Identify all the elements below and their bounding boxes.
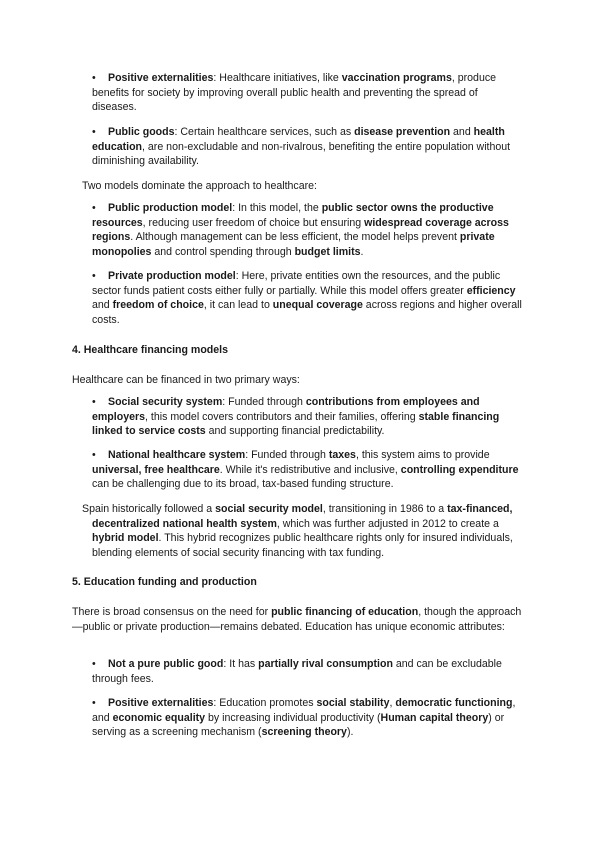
text-run: , transitioning in 1986 to a (322, 503, 448, 515)
text-run: , this system aims to provide (355, 449, 490, 461)
section-5-heading: 5. Education funding and production (72, 576, 257, 588)
bold-phrase: public sector owns the productive resources (92, 202, 494, 229)
bold-phrase: social security model (215, 503, 323, 515)
text-run: , which was further adjusted in 2012 to create a (276, 517, 499, 530)
bullet-public-goods (92, 125, 522, 169)
bullet-dot: • (92, 72, 96, 84)
bullet-text (92, 395, 522, 439)
bold-phrase: Positive externalities (108, 697, 214, 709)
education-intro (72, 605, 522, 634)
bullet-dot: • (92, 270, 96, 282)
text-run: ) or serving as a screening mechanism ( (92, 711, 505, 739)
bold-phrase: unequal coverage (272, 299, 363, 312)
bold-phrase: controlling expenditure (400, 463, 519, 476)
bold-phrase: widespread coverage across regions (92, 216, 509, 244)
text-run: can be challenging due to its broad, tax-based funding structure. (92, 478, 394, 491)
bold-phrase: National healthcare system (108, 449, 246, 461)
financing-intro: Healthcare can be financed in two primary ways: (72, 374, 300, 386)
bullet-dot: • (92, 202, 96, 214)
bold-phrase: tax-financed, decentralized national health system (92, 503, 513, 530)
text-run: , (389, 697, 396, 709)
text-run: . While it's redistributive and inclusive, (219, 463, 401, 476)
models-intro: Two models dominate the approach to healthcare: (82, 180, 317, 192)
text-run: and can be excludable through fees. (92, 658, 502, 685)
text-run: . Although management can be less efficient, the model helps prevent (130, 231, 460, 244)
bullet-dot: • (92, 449, 96, 461)
bold-phrase: Private production model (108, 270, 236, 282)
text-run: : Funded through (222, 396, 306, 408)
text-run: , produce benefits for society by improving overall public health and preventing the spread of diseases. (92, 72, 497, 114)
bold-phrase: social stability (316, 697, 390, 709)
bullet-private-production-model (92, 269, 522, 327)
section-4-heading: 4. Healthcare financing models (72, 344, 229, 356)
text-run: by increasing individual productivity ( (205, 711, 381, 724)
bold-phrase: contributions from employees and employers (92, 396, 480, 423)
bullet-text (92, 125, 522, 169)
bullet-text (92, 696, 522, 740)
bold-phrase: budget limits (294, 245, 361, 258)
bold-phrase: stable financing linked to service costs (92, 410, 500, 438)
bullet-dot: • (92, 396, 96, 408)
text-run: : Here, private entities own the resources, and the public sector funds patient costs either fully or partially. While this model offers greater (92, 270, 501, 297)
bold-phrase: democratic functioning (395, 697, 513, 709)
text-run: ). (346, 726, 354, 739)
bold-phrase: universal, free healthcare (92, 463, 220, 476)
text-run: . (360, 245, 364, 258)
text-run: across regions and higher overall costs. (92, 299, 522, 326)
text-run: and (450, 126, 474, 138)
bold-phrase: taxes (328, 449, 356, 461)
bullet-public-production-model (92, 201, 522, 259)
bold-phrase: health education (92, 126, 505, 153)
text-run: Spain historically followed a (82, 503, 216, 515)
bold-phrase: efficiency (466, 284, 516, 297)
bold-phrase: vaccination programs (341, 72, 452, 84)
bold-phrase: hybrid model (92, 532, 159, 545)
bullet-text (92, 269, 522, 327)
text-run: , this model covers contributors and their families, offering (145, 410, 419, 423)
text-run: There is broad consensus on the need for (72, 606, 272, 618)
bold-phrase: partially rival consumption (258, 658, 393, 670)
bold-phrase: Social security system (108, 396, 223, 408)
bold-phrase: public financing of education (271, 606, 419, 618)
text-run: : In this model, the (232, 202, 322, 214)
text-run: : It has (223, 658, 259, 670)
bullet-social-security-system (92, 395, 522, 439)
bullet-not-pure-public-good (92, 657, 522, 686)
bold-phrase: private monopolies (92, 231, 495, 258)
text-run: and (92, 299, 113, 312)
bullet-positive-externalities-education (92, 696, 522, 740)
bold-phrase: Not a pure public good (108, 658, 224, 670)
bullet-text (92, 71, 522, 115)
bold-phrase: Public goods (108, 126, 175, 138)
bold-phrase: Positive externalities (108, 72, 214, 84)
text-run: : Funded through (245, 449, 329, 461)
bold-phrase: Public production model (108, 202, 233, 214)
text-run: and supporting financial predictability. (205, 425, 385, 438)
bold-phrase: economic equality (112, 711, 206, 724)
bullet-text (92, 201, 522, 259)
bullet-positive-externalities-health (92, 71, 522, 115)
bold-phrase: disease prevention (354, 126, 451, 138)
text-run: , though the approach—public or private production—remains debated. Education has unique economic attributes: (72, 606, 522, 633)
text-run: : Certain healthcare services, such as (174, 126, 355, 138)
text-run: , and (92, 697, 516, 724)
bullet-dot: • (92, 697, 96, 709)
text-run: : Education promotes (213, 697, 317, 709)
bullet-national-healthcare-system (92, 448, 522, 492)
text-run: and control spending through (151, 245, 295, 258)
bullet-text (92, 448, 522, 492)
text-run: . This hybrid recognizes public healthcare rights only for insured individuals, blending elements of social security financing with tax funding. (92, 532, 513, 559)
bold-phrase: freedom of choice (112, 299, 204, 312)
text-run: , reducing user freedom of choice but ensuring (142, 216, 365, 229)
bold-phrase: Human capital theory (380, 711, 489, 724)
bullet-text (92, 657, 522, 686)
bullet-dot: • (92, 126, 96, 138)
spain-paragraph (82, 502, 522, 560)
text-run: , are non-excludable and non-rivalrous, benefiting the entire population without diminishing availability. (92, 140, 511, 168)
text-run: : Healthcare initiatives, like (213, 72, 342, 84)
bold-phrase: screening theory (261, 726, 347, 739)
text-run: , it can lead to (203, 299, 273, 312)
bullet-dot: • (92, 658, 96, 670)
